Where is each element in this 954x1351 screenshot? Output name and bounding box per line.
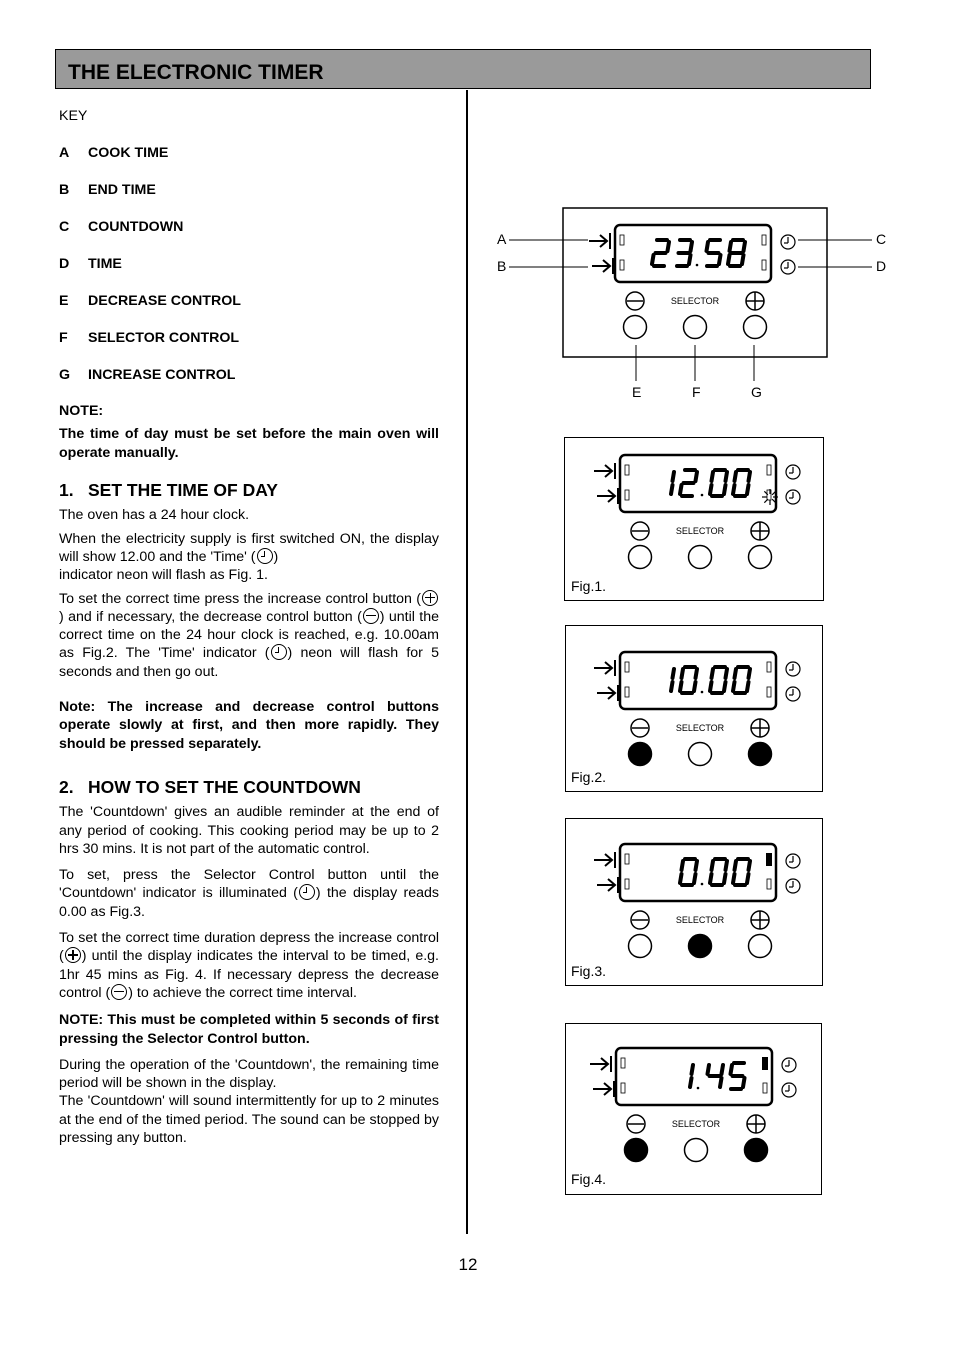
selector-label: SELECTOR: [675, 723, 725, 733]
time-icon: [786, 490, 800, 504]
timer-key-diagram: [496, 205, 896, 405]
time-icon: [782, 1083, 796, 1097]
section-2-note: NOTE: This must be completed within 5 seconds of first pressing the Selector Control button.: [59, 1012, 439, 1047]
left-column: [59, 107, 439, 1147]
section-2-p3: To set the correct time duration depress the increase control ( ) until the display indicates the interval to be timed, e.g. 1hr 45 mins as Fig. 4. If necessary depress the decrease control ( ) to achieve the correct time interval.: [59, 930, 439, 1001]
selector-button[interactable]: [689, 743, 712, 766]
increase-icon: [422, 590, 438, 606]
countdown-icon: [786, 662, 800, 676]
end-time-icon: [597, 488, 618, 504]
section-2-p5: The 'Countdown' will sound intermittently for up to 2 minutes at the end of the timed period. The sound can be stopped by pressing any button.: [59, 1093, 439, 1146]
increase-button[interactable]: [749, 546, 772, 569]
section-1-p2: When the electricity supply is first switched ON, the display will show 12.00 and the 'Time' ( ) indicator neon will flash as Fig. 1.: [59, 530, 439, 584]
countdown-icon: [786, 854, 800, 868]
section-1-p3: To set the correct time press the increase control button () and if necessary, the decrease control button ( ) until the correct time on the 24 hour clock is reached, e.g. 10.00am as Fig.2. The 'Time' indicator ( ) neon will flash for 5 seconds and then go out.: [59, 590, 439, 680]
countdown-icon: [786, 465, 800, 479]
figure-caption: Fig.4.: [571, 1171, 607, 1187]
decrease-icon: [627, 1115, 645, 1133]
key-item-e: E DECREASE CONTROL: [59, 292, 241, 309]
decrease-button[interactable]: [629, 546, 652, 569]
end-time-icon: [592, 258, 613, 274]
section-1-note: Note: The increase and decrease control buttons operate slowly at first, and then more rapidly. They should be pressed separately.: [59, 699, 439, 752]
selector-label: SELECTOR: [671, 1119, 721, 1129]
timer-panel-svg: [592, 649, 812, 779]
timer-panel: [592, 649, 812, 779]
label-b: B: [497, 258, 507, 274]
section-2-p2: To set, press the Selector Control button until the 'Countdown' indicator is illuminated ( ) the display reads 0.00 as Fig.3.: [59, 867, 439, 920]
label-c: C: [876, 231, 887, 247]
increase-button[interactable]: [749, 743, 772, 766]
section-1-heading: 1. SET THE TIME OF DAY: [59, 480, 278, 501]
time-icon: [781, 260, 795, 274]
increase-button[interactable]: [749, 935, 772, 958]
section-2-p4: During the operation of the 'Countdown', the remaining time period will be shown in the display.: [59, 1056, 439, 1092]
section-2-heading: 2. HOW TO SET THE COUNTDOWN: [59, 776, 361, 797]
cook-time-icon: [594, 660, 615, 676]
label-g: G: [751, 384, 762, 400]
countdown-icon: [782, 1058, 796, 1072]
key-heading: KEY: [59, 108, 88, 124]
decrease-button[interactable]: [629, 743, 652, 766]
key-item-d: D TIME: [59, 255, 122, 272]
selector-button[interactable]: [689, 546, 712, 569]
timer-panel-svg: [592, 841, 812, 971]
countdown-indicator: [766, 853, 772, 866]
selector-label: SELECTOR: [675, 526, 725, 536]
note-text: The time of day must be set before the main oven will operate manually.: [59, 426, 439, 461]
timer-panel: [587, 222, 807, 352]
lcd-display: [616, 1048, 772, 1105]
decrease-icon: [363, 608, 379, 624]
decrease-button[interactable]: [625, 1139, 648, 1162]
timer-panel-svg: [587, 222, 807, 352]
decrease-button[interactable]: [624, 316, 647, 339]
figure-caption: Fig.1.: [571, 578, 607, 594]
section-2-p1: The 'Countdown' gives an audible reminder at the end of any period of cooking. This cooking period may be up to 2 hrs 30 mins. It is not part of the automatic control.: [59, 804, 439, 857]
clock-icon: [257, 548, 273, 564]
figure-1: [564, 437, 824, 601]
lcd-display: [620, 455, 776, 512]
decrease-icon: [631, 522, 649, 540]
column-divider: [466, 90, 468, 1234]
increase-icon: [747, 1115, 765, 1133]
timer-panel: [592, 841, 812, 971]
decrease-button[interactable]: [629, 935, 652, 958]
cook-time-icon: [590, 1056, 611, 1072]
clock-icon: [299, 884, 315, 900]
label-f: F: [692, 384, 701, 400]
lcd-display: [620, 652, 776, 709]
section-1-p1: The oven has a 24 hour clock.: [59, 507, 250, 524]
end-time-icon: [593, 1081, 614, 1097]
increase-button[interactable]: [744, 316, 767, 339]
label-a: A: [497, 231, 507, 247]
figure-3: [565, 818, 823, 986]
key-item-c: C COUNTDOWN: [59, 218, 184, 235]
selector-label: SELECTOR: [670, 296, 720, 306]
figure-caption: Fig.3.: [571, 963, 607, 979]
timer-panel-svg: [588, 1045, 808, 1175]
end-time-icon: [597, 877, 618, 893]
selector-button[interactable]: [685, 1139, 708, 1162]
timer-panel-svg: [592, 452, 812, 582]
countdown-icon: [781, 235, 795, 249]
key-item-f: F SELECTOR CONTROL: [59, 329, 240, 346]
figure-caption: Fig.2.: [571, 769, 607, 785]
cook-time-icon: [589, 233, 610, 249]
page-header: [55, 49, 871, 89]
cook-time-icon: [594, 852, 615, 868]
lcd-display: [615, 225, 771, 282]
time-icon: [786, 687, 800, 701]
key-item-a: A COOK TIME: [59, 144, 169, 161]
decrease-icon: [626, 292, 644, 310]
end-time-icon: [597, 685, 618, 701]
label-e: E: [632, 384, 642, 400]
increase-button[interactable]: [745, 1139, 768, 1162]
time-icon: [786, 879, 800, 893]
increase-icon: [65, 947, 81, 963]
page-number: 12: [458, 1255, 478, 1274]
figure-2: [565, 625, 823, 792]
selector-button[interactable]: [684, 316, 707, 339]
page-title: THE ELECTRONIC TIMER: [68, 61, 324, 84]
countdown-indicator: [762, 1057, 768, 1070]
increase-icon: [751, 719, 769, 737]
figure-4: [565, 1023, 822, 1195]
lcd-display: [620, 844, 776, 901]
cook-time-icon: [594, 463, 615, 479]
decrease-icon: [631, 911, 649, 929]
increase-icon: [746, 292, 764, 310]
selector-button[interactable]: [689, 935, 712, 958]
increase-icon: [751, 522, 769, 540]
label-d: D: [876, 258, 887, 274]
decrease-icon: [631, 719, 649, 737]
increase-icon: [751, 911, 769, 929]
selector-label: SELECTOR: [675, 915, 725, 925]
key-item-g: G INCREASE CONTROL: [59, 366, 236, 383]
decrease-icon: [111, 984, 127, 1000]
key-item-b: B END TIME: [59, 181, 156, 198]
clock-icon: [271, 644, 287, 660]
note-heading: NOTE:: [59, 403, 104, 420]
timer-panel: [588, 1045, 808, 1175]
timer-panel: [592, 452, 812, 582]
